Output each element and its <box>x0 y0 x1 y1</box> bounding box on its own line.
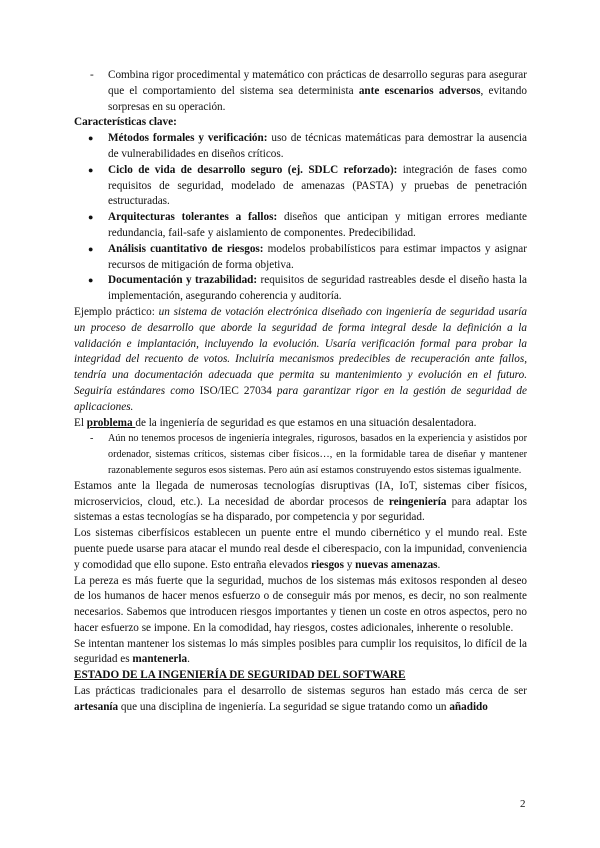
section-heading: ESTADO DE LA INGENIERÍA DE SEGURIDAD DEL SOFTWARE <box>74 669 406 682</box>
cps-bold-threats: nuevas amenazas <box>355 558 438 571</box>
page-number: 2 <box>520 798 526 810</box>
state-text: Las prácticas tradicionales para el desarrollo de sistemas seguros han estado más cerca de ser <box>74 685 527 698</box>
intro-dash-item <box>74 68 527 115</box>
tech-bold: reingeniería <box>388 495 447 508</box>
intro-bold: ante escenarios adversos <box>358 84 481 97</box>
tech-text-end: para adaptar los sistemas a estas tecnologías se ha disparado, por competencia y por seguridad. <box>74 495 527 524</box>
laziness-paragraph: La pereza es más fuerte que la seguridad, muchos de los sistemas más exitosos responden al deseo de los humanos de hacer menos esfuerzo o de conseguir más por menos, es decir, no son realmente necesarios. Sabemos que introducen riesgos importantes y tienen un coste en otros aspectos, pero no hacer esfuerzo se impone. En la comodidad, hay riesgos, costes adicionales, inherente o resoluble. <box>74 574 527 634</box>
example-label: Ejemplo práctico: <box>74 305 159 318</box>
feature-text: integración de fases como requisitos de seguridad, modelado de amenazas (PASTA) y pruebas de penetración estructuradas. <box>108 163 528 208</box>
feature-bold: Documentación y trazabilidad: <box>108 274 258 287</box>
cps-text: Los sistemas ciberfísicos establecen un puente entre el mundo cibernético y el mundo real. Este puente puede usarse para atacar el mundo real desde el ciberespacio, con la impunidad, conveniencia y comodidad que ello supone. Esto entraña elevados <box>74 527 527 571</box>
cps-text-mid: y <box>343 558 356 571</box>
intro-text: Combina rigor procedimental y matemático con prácticas de desarrollo seguras para asegurar que el comportamiento del sistema sea determinista <box>108 69 527 97</box>
feature-item <box>74 242 527 274</box>
feature-bold: Arquitecturas tolerantes a fallos: <box>108 211 278 224</box>
dash-marker: - <box>90 433 94 445</box>
dash-marker: - <box>90 69 94 81</box>
state-bold-addon: añadido <box>449 700 488 713</box>
feature-text: uso de técnicas matemáticas para demostrar la ausencia de vulnerabilidades en diseños críticos. <box>108 132 528 160</box>
bullet-icon: ● <box>88 243 94 254</box>
feature-text: requisitos de seguridad rastreables desde el diseño hasta la implementación, asegurando coherencia y auditoría. <box>108 274 527 303</box>
feature-item <box>74 273 527 305</box>
example-italic: un sistema de votación electrónica diseñado con ingeniería de seguridad usaría un proceso de desarrollo que aborde la seguridad de forma integral desde la definición a la validación e implantación, incluyendo la evolución. Usaría verificación formal para probar la integridad del recuento de votos. Incluiría mecanismos predecibles de recuperación ante fallos, tendría una documentación adecuada que permita su mantenimiento y evolución en el futuro. Seguiría estándares como <box>74 305 527 397</box>
cps-bold-risks: riesgos <box>311 558 344 571</box>
feature-item <box>74 131 527 163</box>
feature-bold: Ciclo de vida de desarrollo seguro (ej. SDLC reforzado): <box>108 163 398 176</box>
simple-text-end: . <box>187 653 190 666</box>
feature-bold: Análisis cuantitativo de riesgos: <box>108 242 264 255</box>
bullet-icon: ● <box>88 212 94 223</box>
feature-bold: Métodos formales y verificación: <box>108 132 268 145</box>
example-standard: ISO/IEC 27034 <box>199 384 272 397</box>
state-text-mid: que una disciplina de ingeniería. La seguridad se sigue tratando como un <box>118 700 450 713</box>
document-page <box>74 68 527 716</box>
bullet-icon: ● <box>88 164 94 175</box>
tech-paragraph <box>74 479 527 526</box>
problem-dash-text: Aún no tenemos procesos de ingeniería integrales, rigurosos, basados en la experiencia y asistidos por ordenador, sistemas críticos, sistemas ciber físicos…, en la formidable tarea de diseñar y mantener razonablemente seguros esos sistemas. Pero aún así estamos construyendo estos sistemas igualmente. <box>108 433 527 476</box>
problem-dash-item <box>74 431 527 478</box>
simple-text: Se intentan mantener los sistemas lo más simples posibles para cumplir los requisitos, lo difícil de la seguridad es <box>74 637 527 666</box>
feature-text: diseños que anticipan y mitigan errores mediante redundancia, fail-safe y aislamiento de componentes. Predecibilidad. <box>108 211 527 239</box>
simple-bold: mantenerla <box>132 653 188 666</box>
example-italic-end: para garantizar rigor en la gestión de seguridad de aplicaciones. <box>74 384 527 413</box>
bullet-icon: ● <box>88 275 94 286</box>
cps-text-end: . <box>437 558 441 571</box>
feature-item <box>74 210 527 242</box>
problem-text: El <box>74 416 87 429</box>
bullet-icon: ● <box>88 133 94 144</box>
simple-paragraph <box>74 637 527 669</box>
intro-text-end: , evitando sorpresas en su operación. <box>108 84 527 113</box>
cps-paragraph <box>74 526 527 573</box>
tech-text: Estamos ante la llegada de numerosas tecnologías disruptivas (IA, IoT, sistemas ciber físicos, microservicios, cloud, etc.). La necesidad de abordar procesos de <box>74 479 527 508</box>
state-bold-craft: artesanía <box>74 700 119 713</box>
feature-item <box>74 163 527 210</box>
state-paragraph <box>74 684 527 716</box>
problem-paragraph <box>74 416 527 432</box>
problem-text-end: de la ingeniería de seguridad es que estamos en una situación desalentadora. <box>135 416 477 429</box>
key-features-title: Características clave: <box>74 116 177 129</box>
example-paragraph <box>74 305 527 416</box>
feature-text: modelos probabilísticos para estimar impactos y asignar recursos de mitigación de forma objetiva. <box>108 242 528 271</box>
problem-keyword: problema <box>86 416 136 429</box>
